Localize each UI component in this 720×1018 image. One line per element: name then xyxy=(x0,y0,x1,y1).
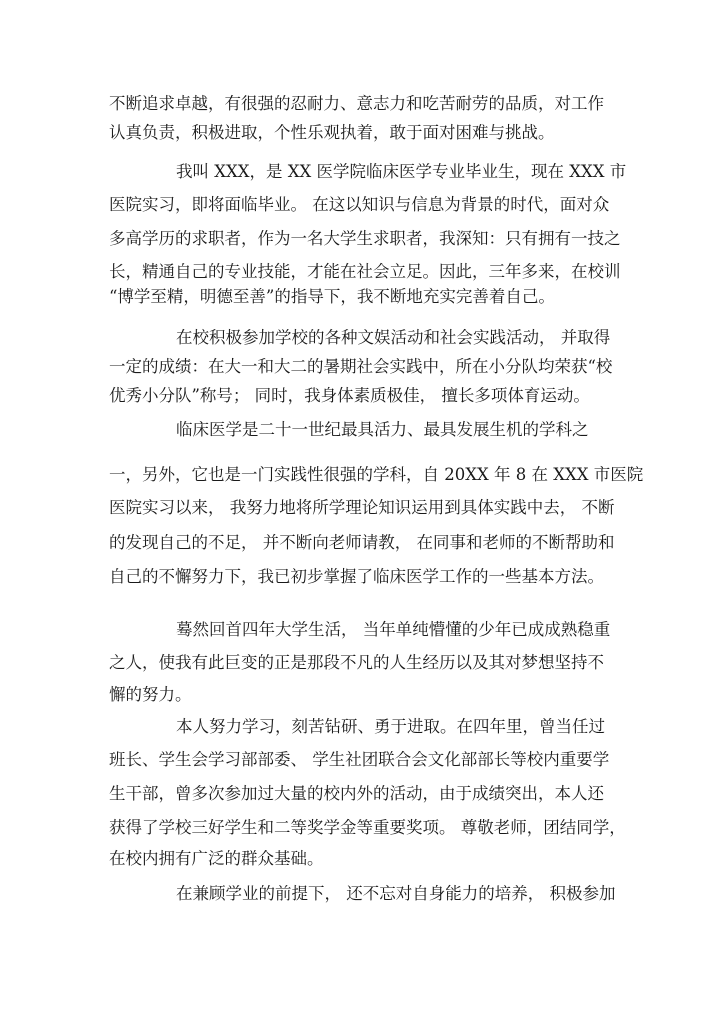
text-line: 蓦然回首四年大学生活， 当年单纯懵懂的少年已成成熟稳重 xyxy=(176,620,611,639)
text-line: 不断追求卓越，有很强的忍耐力、意志力和吃苦耐劳的品质，对工作 xyxy=(109,94,604,113)
text-line: 我叫 XXX，是 XX 医学院临床医学专业毕业生，现在 XXX 市 xyxy=(176,162,627,181)
text-line: 优秀小分队”称号； 同时，我身体素质极佳， 擅长多项体育运动。 xyxy=(109,386,590,405)
text-line: 认真负责，积极进取，个性乐观执着，敢于面对困难与挑战。 xyxy=(109,123,555,142)
text-line: “博学至精，明德至善”的指导下，我不断地充实完善着自己。 xyxy=(109,287,555,306)
text-line: 一，另外，它也是一门实践性很强的学科，自 20XX 年 8 在 XXX 市医院 xyxy=(109,465,644,484)
text-line: 长，精通自己的专业技能，才能在社会立足。因此，三年多来，在校训 xyxy=(109,262,621,281)
text-line: 获得了学校三好学生和二等奖学金等重要奖项。 尊敬老师，团结同学， xyxy=(109,818,626,837)
text-line: 医院实习，即将面临毕业。 在这以知识与信息为背景的时代，面对众 xyxy=(109,195,610,214)
text-line: 医院实习以来， 我努力地将所学理论知识运用到具体实践中去， 不断 xyxy=(109,498,615,517)
text-line: 自己的不懈努力下，我已初步掌握了临床医学工作的一些基本方法。 xyxy=(109,567,604,586)
text-line: 生干部，曾多次参加过大量的校内外的活动，由于成绩突出，本人还 xyxy=(109,784,604,803)
text-line: 一定的成绩：在大一和大二的暑期社会实践中，所在小分队均荣获“校 xyxy=(109,357,613,376)
text-line: 懈的努力。 xyxy=(109,685,192,704)
text-line: 在校内拥有广泛的群众基础。 xyxy=(109,849,324,868)
text-line: 班长、学生会学习部部委、 学生社团联合会文化部部长等校内重要学 xyxy=(109,750,610,769)
text-line: 临床医学是二十一世纪最具活力、最具发展生机的学科之 xyxy=(176,420,589,439)
text-line: 的发现自己的不足， 并不断向老师请教， 在同事和老师的不断帮助和 xyxy=(109,533,615,552)
text-line: 之人，使我有此巨变的正是那段不凡的人生经历以及其对梦想坚持不 xyxy=(109,653,604,672)
text-line: 多高学历的求职者，作为一名大学生求职者，我深知：只有拥有一技之 xyxy=(109,229,621,248)
text-line: 本人努力学习，刻苦钻研、勇于进取。在四年里，曾当任过 xyxy=(176,717,605,736)
text-line: 在兼顾学业的前提下， 还不忘对自身能力的培养， 积极参加 xyxy=(176,884,616,903)
text-line: 在校积极参加学校的各种文娱活动和社会实践活动， 并取得 xyxy=(176,328,611,347)
